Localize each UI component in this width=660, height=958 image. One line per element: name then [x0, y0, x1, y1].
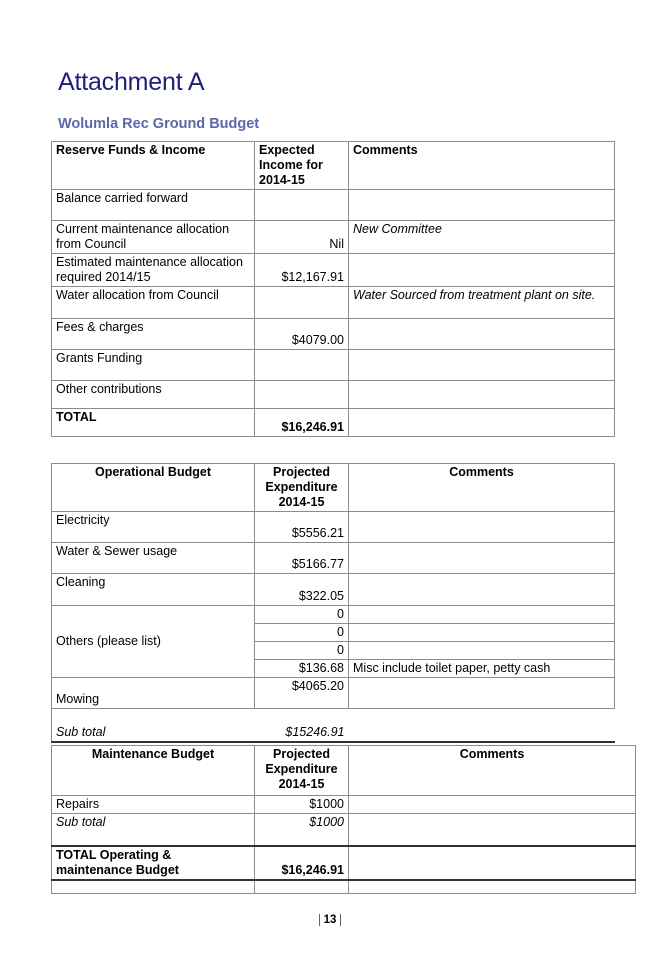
operational-budget-table	[51, 463, 615, 743]
row-label: Water & Sewer usage	[52, 543, 255, 574]
column-header: Projected Expenditure 2014-15	[255, 464, 349, 512]
table-row	[52, 350, 615, 381]
table-row	[52, 287, 615, 319]
table-row	[52, 221, 615, 254]
column-header: Comments	[349, 746, 636, 796]
table-row	[52, 512, 615, 543]
total-label: TOTAL Operating & maintenance Budget	[52, 846, 255, 880]
row-value	[255, 350, 349, 381]
budget-subtitle: Wolumla Rec Ground Budget	[58, 116, 260, 132]
row-comment	[349, 543, 615, 574]
row-comment	[349, 678, 615, 709]
table-row	[52, 319, 615, 350]
row-value	[255, 287, 349, 319]
total-row	[52, 846, 636, 880]
total-value: $16,246.91	[255, 846, 349, 880]
row-value: $12,167.91	[255, 254, 349, 287]
table-row	[52, 409, 615, 437]
table-row	[52, 254, 615, 287]
row-label: Estimated maintenance allocation required 2014/15	[52, 254, 255, 287]
row-value: $5166.77	[255, 543, 349, 574]
subtotal-value: $1000	[255, 814, 349, 846]
row-value: 0	[255, 624, 349, 642]
column-header: Operational Budget	[52, 464, 255, 512]
subtotal-label: Sub total	[52, 814, 255, 846]
row-comment	[349, 624, 615, 642]
row-comment	[349, 254, 615, 287]
total-value: $16,246.91	[255, 409, 349, 437]
table-row	[52, 678, 615, 709]
column-header: Comments	[349, 464, 615, 512]
row-label: Water allocation from Council	[52, 287, 255, 319]
row-label: Fees & charges	[52, 319, 255, 350]
row-label: Repairs	[52, 796, 255, 814]
row-value: $136.68	[255, 660, 349, 678]
subtotal-label: Sub total	[52, 709, 255, 742]
empty-row	[52, 880, 636, 894]
row-label: Current maintenance allocation from Council	[52, 221, 255, 254]
row-label: Cleaning	[52, 574, 255, 606]
row-value	[255, 381, 349, 409]
table-row	[52, 796, 636, 814]
total-label: TOTAL	[52, 409, 255, 437]
row-label: Other contributions	[52, 381, 255, 409]
row-comment	[349, 846, 636, 880]
column-header: Reserve Funds & Income	[52, 142, 255, 190]
table-header-row	[52, 464, 615, 512]
row-comment	[349, 350, 615, 381]
page-title: Attachment A	[58, 68, 205, 96]
row-value: 0	[255, 642, 349, 660]
row-label: Others (please list)	[52, 606, 255, 678]
row-value: 0	[255, 606, 349, 624]
row-label: Mowing	[52, 678, 255, 709]
row-comment	[349, 796, 636, 814]
row-value: $5556.21	[255, 512, 349, 543]
empty-cell	[349, 880, 636, 894]
table-row	[52, 543, 615, 574]
row-comment	[349, 319, 615, 350]
empty-cell	[52, 880, 255, 894]
row-comment	[349, 606, 615, 624]
row-comment: New Committee	[349, 221, 615, 254]
row-comment	[349, 381, 615, 409]
row-comment	[349, 574, 615, 606]
subtotal-row	[52, 814, 636, 846]
row-value: $322.05	[255, 574, 349, 606]
page-number: 13	[319, 914, 342, 926]
subtotal-value: $15246.91	[255, 709, 349, 742]
column-header: Maintenance Budget	[52, 746, 255, 796]
row-comment	[349, 814, 636, 846]
row-comment: Water Sourced from treatment plant on site.	[349, 287, 615, 319]
table-row	[52, 574, 615, 606]
maintenance-budget-table	[51, 745, 636, 894]
row-comment: Misc include toilet paper, petty cash	[349, 660, 615, 678]
subtotal-row	[52, 709, 615, 742]
row-value: Nil	[255, 221, 349, 254]
table-header-row	[52, 746, 636, 796]
table-row	[52, 190, 615, 221]
row-comment	[349, 709, 615, 742]
row-comment	[349, 190, 615, 221]
table-row	[52, 606, 615, 624]
reserve-funds-table	[51, 141, 615, 437]
row-label: Grants Funding	[52, 350, 255, 381]
row-value: $4079.00	[255, 319, 349, 350]
column-header: Comments	[349, 142, 615, 190]
row-comment	[349, 409, 615, 437]
row-value	[255, 190, 349, 221]
row-comment	[349, 642, 615, 660]
row-value: $4065.20	[255, 678, 349, 709]
row-comment	[349, 512, 615, 543]
page-footer	[0, 914, 660, 926]
empty-cell	[255, 880, 349, 894]
row-label: Balance carried forward	[52, 190, 255, 221]
row-label: Electricity	[52, 512, 255, 543]
table-header-row	[52, 142, 615, 190]
table-row	[52, 381, 615, 409]
column-header: Expected Income for 2014-15	[255, 142, 349, 190]
column-header: Projected Expenditure 2014-15	[255, 746, 349, 796]
row-value: $1000	[255, 796, 349, 814]
